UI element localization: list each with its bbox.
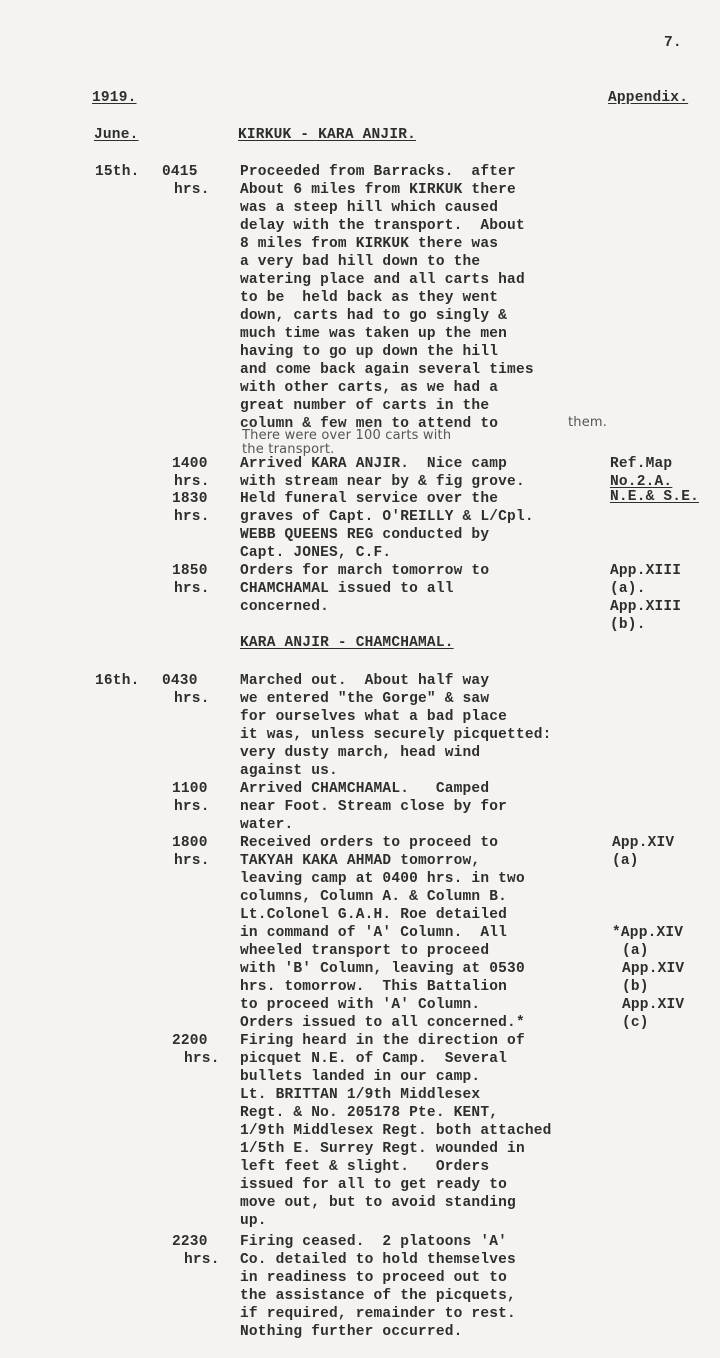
insert-end: them. (568, 415, 608, 430)
entry-time: 2230 (172, 1234, 208, 1250)
map-ref: No.2.A. (610, 474, 673, 490)
appendix-ref: (a) (622, 943, 649, 959)
appendix-ref: (b). (610, 617, 646, 633)
map-ref: Ref.Map (610, 456, 673, 472)
entry-line: Firing ceased. 2 platoons 'A' (240, 1234, 508, 1250)
year-heading: 1919. (92, 90, 137, 106)
appendix-ref: App.XIV (622, 997, 685, 1013)
section-title-1: KIRKUK - KARA ANJIR. (238, 127, 417, 143)
entry-line: Marched out. About half way (240, 673, 490, 689)
entry-line: Capt. JONES, C.F. (240, 545, 392, 561)
entry-time: 1100 (172, 781, 208, 797)
entry-line: Co. detailed to hold themselves (240, 1252, 516, 1268)
entry-time: 1400 (172, 456, 208, 472)
entry-line: issued for all to get ready to (240, 1177, 508, 1193)
entry-time: 1800 (172, 835, 208, 851)
appendix-ref: App.XIII (610, 563, 682, 579)
entry-hrs: hrs. (174, 691, 210, 707)
entry-line: Regt. & No. 205178 Pte. KENT, (240, 1105, 499, 1121)
entry-line: Orders for march tomorrow to (240, 563, 490, 579)
insert-line: the transport. (242, 442, 335, 457)
entry-line: About 6 miles from KIRKUK there (240, 182, 516, 198)
entry-line: graves of Capt. O'REILLY & L/Cpl. (240, 509, 534, 525)
entry-line: with other carts, as we had a (240, 380, 499, 396)
entry-line: column & few men to attend to (240, 416, 499, 432)
entry-line: with 'B' Column, leaving at 0530 (240, 961, 525, 977)
entry-hrs: hrs. (184, 1252, 220, 1268)
entry-line: we entered "the Gorge" & saw (240, 691, 490, 707)
appendix-ref: (a). (610, 581, 646, 597)
entry-line: near Foot. Stream close by for (240, 799, 508, 815)
entry-line: Arrived KARA ANJIR. Nice camp (240, 456, 508, 472)
entry-line: leaving camp at 0400 hrs. in two (240, 871, 525, 887)
entry-hrs: hrs. (184, 1051, 220, 1067)
entry-time: 0430 (162, 673, 198, 689)
entry-line: columns, Column A. & Column B. (240, 889, 508, 905)
entry-line: up. (240, 1213, 267, 1229)
entry-line: a very bad hill down to the (240, 254, 481, 270)
entry-line: move out, but to avoid standing (240, 1195, 516, 1211)
entry-line: hrs. tomorrow. This Battalion (240, 979, 508, 995)
entry-line: TAKYAH KAKA AHMAD tomorrow, (240, 853, 481, 869)
entry-line: against us. (240, 763, 338, 779)
entry-time: 0415 (162, 164, 198, 180)
entry-line: and come back again several times (240, 362, 534, 378)
entry-line: much time was taken up the men (240, 326, 508, 342)
entry-line: Held funeral service over the (240, 491, 499, 507)
entry-line: Orders issued to all concerned.* (240, 1015, 525, 1031)
page-number: 7. (664, 35, 682, 51)
entry-line: picquet N.E. of Camp. Several (240, 1051, 508, 1067)
entry-hrs: hrs. (174, 581, 210, 597)
entry-line: watering place and all carts had (240, 272, 525, 288)
entry-date: 16th. (95, 673, 140, 689)
entry-line: Nothing further occurred. (240, 1324, 463, 1340)
entry-line: to be held back as they went (240, 290, 499, 306)
month-heading: June. (94, 127, 139, 143)
entry-text (240, 163, 534, 433)
entry-line: to proceed with 'A' Column. (240, 997, 481, 1013)
entry-line: Received orders to proceed to (240, 835, 499, 851)
entry-hrs: hrs. (174, 853, 210, 869)
entry-line: great number of carts in the (240, 398, 490, 414)
entry-line: 1/5th E. Surrey Regt. wounded in (240, 1141, 525, 1157)
entry-hrs: hrs. (174, 474, 210, 490)
appendix-ref: App.XIV (622, 961, 685, 977)
entry-line: if required, remainder to rest. (240, 1306, 516, 1322)
entry-line: Lt. BRITTAN 1/9th Middlesex (240, 1087, 481, 1103)
entry-line: WEBB QUEENS REG conducted by (240, 527, 490, 543)
entry-line: water. (240, 817, 294, 833)
entry-line: left feet & slight. Orders (240, 1159, 490, 1175)
entry-line: with stream near by & fig grove. (240, 474, 525, 490)
entry-line: in readiness to proceed out to (240, 1270, 508, 1286)
entry-line: Lt.Colonel G.A.H. Roe detailed (240, 907, 508, 923)
entry-time: 1850 (172, 563, 208, 579)
entry-line: the assistance of the picquets, (240, 1288, 516, 1304)
map-ref: N.E.& S.E. (610, 489, 700, 505)
entry-line: bullets landed in our camp. (240, 1069, 481, 1085)
entry-line: 8 miles from KIRKUK there was (240, 236, 499, 252)
entry-line: Arrived CHAMCHAMAL. Camped (240, 781, 490, 797)
entry-line: was a steep hill which caused (240, 200, 499, 216)
appendix-ref: (a) (612, 853, 639, 869)
entry-line: having to go up down the hill (240, 344, 499, 360)
entry-line: 1/9th Middlesex Regt. both attached (240, 1123, 552, 1139)
section-title-2: KARA ANJIR - CHAMCHAMAL. (240, 635, 454, 651)
appendix-ref: App.XIII (610, 599, 682, 615)
entry-hrs: hrs. (174, 182, 210, 198)
entry-line: wheeled transport to proceed (240, 943, 490, 959)
entry-time: 1830 (172, 491, 208, 507)
insert-line: There were over 100 carts with (242, 428, 452, 443)
entry-line: very dusty march, head wind (240, 745, 481, 761)
entry-line: Proceeded from Barracks. after (240, 164, 516, 180)
entry-line: Firing heard in the direction of (240, 1033, 525, 1049)
entry-line: for ourselves what a bad place (240, 709, 508, 725)
entry-line: it was, unless securely picquetted: (240, 727, 552, 743)
entry-line: concerned. (240, 599, 330, 615)
entry-line: delay with the transport. About (240, 218, 525, 234)
appendix-ref: *App.XIV (612, 925, 684, 941)
appendix-ref: App.XIV (612, 835, 675, 851)
entry-date: 15th. (95, 164, 140, 180)
entry-time: 2200 (172, 1033, 208, 1049)
entry-line: CHAMCHAMAL issued to all (240, 581, 454, 597)
entry-hrs: hrs. (174, 799, 210, 815)
entry-line: down, carts had to go singly & (240, 308, 508, 324)
entry-line: in command of 'A' Column. All (240, 925, 508, 941)
appendix-heading: Appendix. (608, 90, 689, 106)
appendix-ref: (c) (622, 1015, 649, 1031)
appendix-ref: (b) (622, 979, 649, 995)
entry-hrs: hrs. (174, 509, 210, 525)
